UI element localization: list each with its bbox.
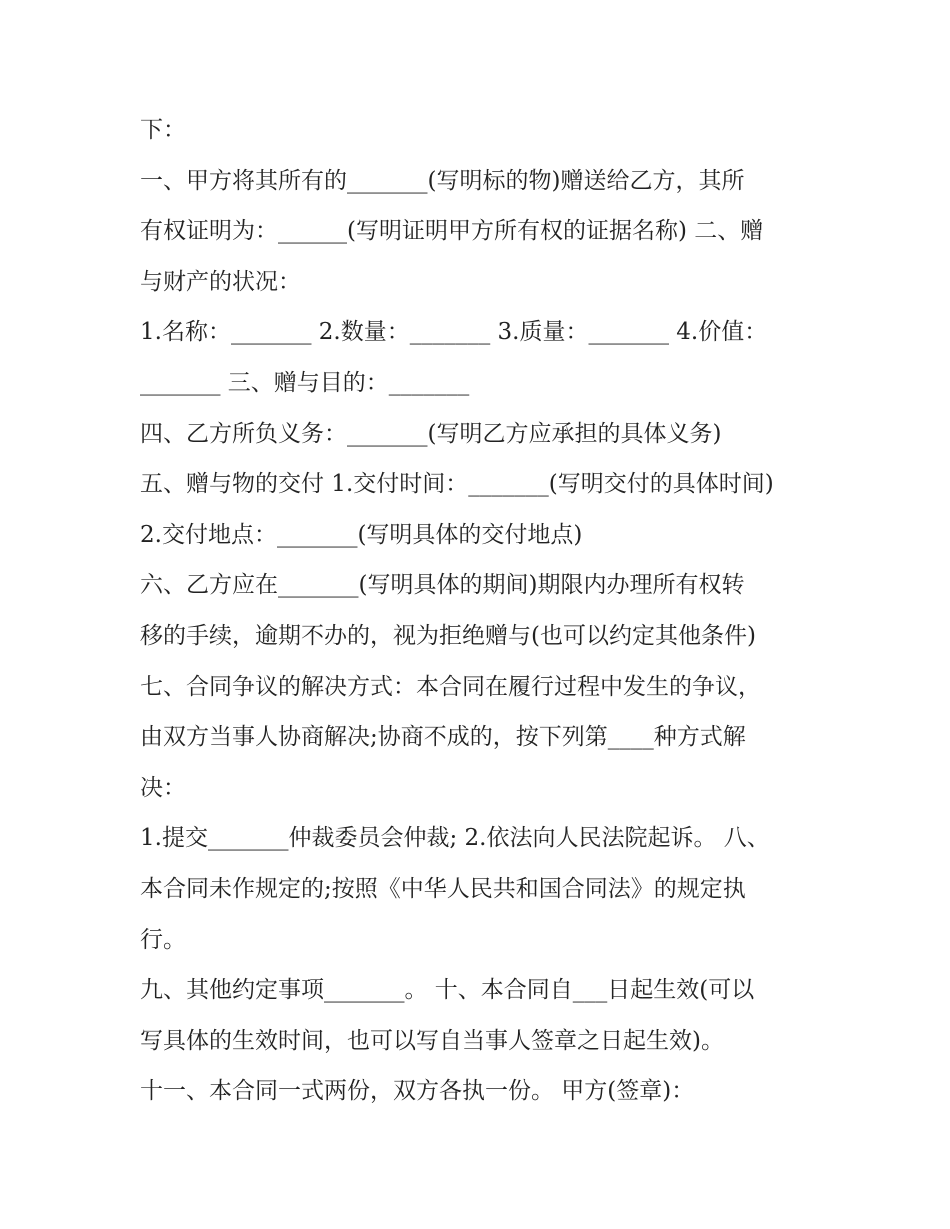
document-line: 六、乙方应在_______(写明具体的期间)期限内办理所有权转: [140, 572, 745, 599]
document-line: 有权证明为：______(写明证明甲方所有权的证据名称) 二、赠: [140, 218, 764, 245]
document-line: 1.名称：_______ 2.数量：_______ 3.质量：_______ 4.价值：: [140, 319, 768, 346]
document-line: 七、合同争议的解决方式：本合同在履行过程中发生的争议，: [140, 673, 761, 700]
document-line: 本合同未作规定的;按照《中华人民共和国合同法》的规定执: [140, 876, 746, 902]
document-line: 十一、本合同一式两份，双方各执一份。 甲方(签章)：: [140, 1078, 695, 1105]
document-line: 下：: [140, 117, 186, 143]
document-line: 写具体的生效时间，也可以写自当事人签章之日起生效)。: [140, 1027, 724, 1054]
document-line: 与财产的状况：: [140, 268, 301, 295]
document-line: 移的手续，逾期不办的，视为拒绝赠与(也可以约定其他条件): [140, 623, 756, 649]
document-line: 由双方当事人协商解决;协商不成的，按下列第____种方式解: [140, 724, 746, 751]
document-line: 行。: [140, 926, 186, 953]
document-line: 四、乙方所负义务：_______(写明乙方应承担的具体义务): [140, 420, 722, 447]
document-line: 2.交付地点：_______(写明具体的交付地点): [140, 521, 583, 548]
document-line: 一、甲方将其所有的_______(写明标的物)赠送给乙方，其所: [140, 167, 745, 194]
document-line: 五、赠与物的交付 1.交付时间：_______(写明交付的具体时间): [140, 471, 774, 498]
document-line: 九、其他约定事项_______。 十、本合同自___日起生效(可以: [140, 977, 755, 1004]
document-line: 1.提交_______仲裁委员会仲裁; 2.依法向人民法院起诉。 八、: [140, 825, 770, 852]
document-line: 决：: [140, 774, 186, 801]
document-line: _______ 三、赠与目的：_______: [140, 370, 470, 396]
